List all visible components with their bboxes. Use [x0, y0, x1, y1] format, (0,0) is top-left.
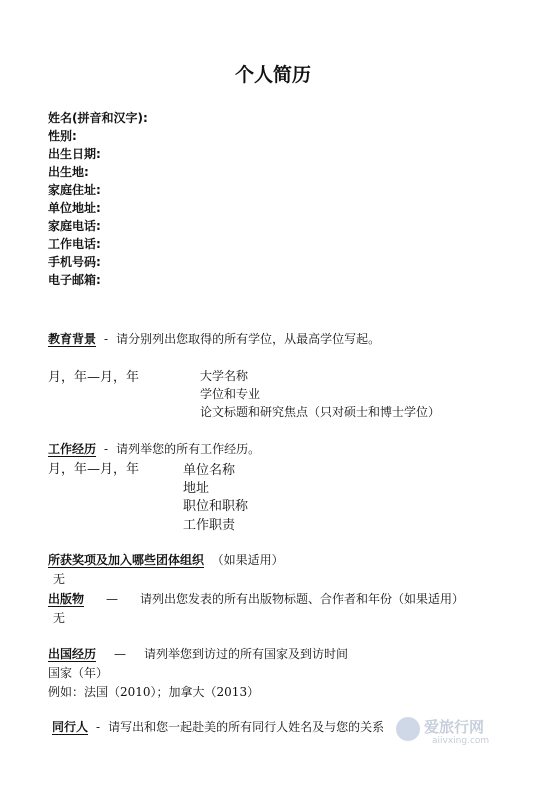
travel-section-line [48, 645, 348, 662]
field-home-address: 家庭住址: [48, 183, 101, 197]
work-section-line [48, 440, 260, 457]
field-name: 姓名(拼音和汉字): [48, 111, 148, 125]
education-item-degree: 学位和专业 [200, 387, 261, 401]
field-birthdate: 出生日期: [48, 147, 101, 161]
field-home-phone: 家庭电话: [48, 219, 101, 233]
watermark-url: aiivxing.com [432, 736, 490, 746]
work-item-duties: 工作职责 [183, 518, 236, 533]
publications-heading: 出版物 [48, 592, 85, 606]
publications-value: 无 [53, 611, 66, 625]
education-desc: 请分别列出您取得的所有学位，从最高学位写起。 [116, 332, 381, 346]
publications-desc: 请列出您发表的所有出版物标题、合作者和年份（如果适用） [140, 592, 465, 606]
field-work-address: 单位地址: [48, 201, 101, 215]
education-item-university: 大学名称 [200, 369, 249, 383]
field-mobile: 手机号码: [48, 255, 101, 269]
companions-desc: 请写出和您一起赴美的所有同行人姓名及与您的关系 [108, 720, 385, 734]
separator-dash: — [106, 592, 119, 606]
work-desc: 请列举您的所有工作经历。 [116, 442, 261, 456]
separator-dash: — [114, 647, 127, 661]
education-item-thesis: 论文标题和研究焦点（只对硕士和博士学位） [200, 405, 441, 419]
education-section-line [48, 330, 380, 347]
education-heading: 教育背景 [48, 332, 97, 346]
field-gender: 性别: [48, 129, 77, 143]
publications-section-line [48, 590, 464, 607]
separator-dash: - [96, 720, 101, 734]
companions-heading: 同行人 [52, 720, 89, 734]
awards-heading: 所获奖项及加入哪些团体组织 [48, 553, 205, 567]
field-work-phone: 工作电话: [48, 237, 101, 251]
awards-section-line [48, 551, 284, 568]
watermark-logo-icon [396, 717, 420, 741]
watermark-text: 爱旅行网 [424, 718, 485, 736]
separator-dash: - [104, 442, 109, 456]
separator-dash: - [104, 332, 109, 346]
work-item-address: 地址 [183, 481, 210, 496]
awards-value: 无 [53, 572, 66, 586]
page-title: 个人简历 [234, 64, 311, 86]
awards-note: （如果适用） [211, 553, 284, 567]
work-item-company: 单位名称 [183, 463, 236, 478]
work-item-title: 职位和职称 [183, 499, 249, 514]
field-birthplace: 出生地: [48, 165, 89, 179]
field-email: 电子邮箱: [48, 273, 101, 287]
travel-heading: 出国经历 [48, 647, 97, 661]
travel-line-country: 国家（年） [48, 666, 109, 680]
work-heading: 工作经历 [48, 442, 97, 456]
work-date: 月，年—月，年 [48, 462, 140, 477]
education-date: 月，年—月，年 [48, 370, 140, 385]
travel-desc: 请列举您到访过的所有国家及到访时间 [144, 647, 349, 661]
travel-line-example: 例如：法国（2010）；加拿大（2013） [48, 685, 260, 699]
companions-section-line [52, 718, 384, 735]
